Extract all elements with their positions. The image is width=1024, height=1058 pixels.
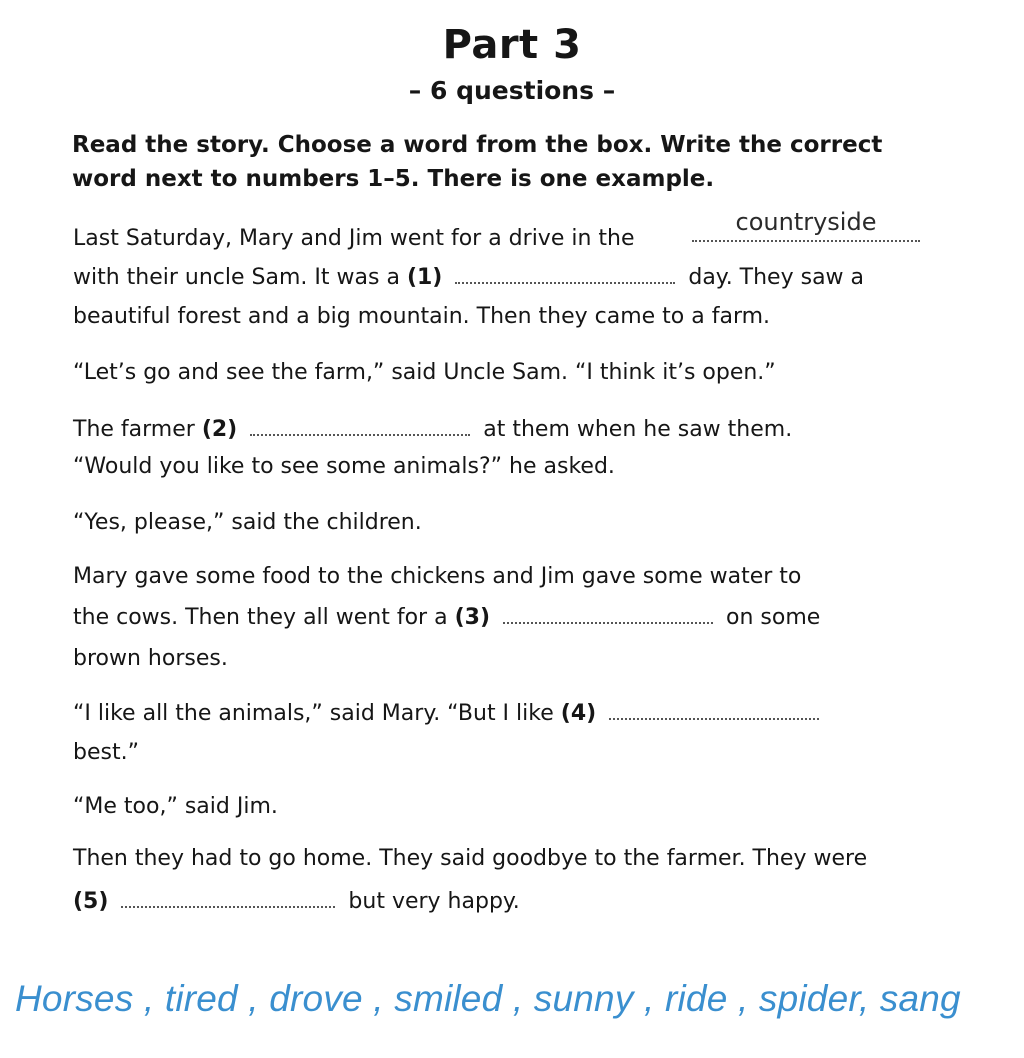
question-number-4: (4)	[560, 701, 597, 726]
story-text: with their uncle Sam. It was a	[73, 265, 400, 290]
story-line-8: Mary gave some food to the chickens and Jim gave some water to	[73, 564, 802, 589]
story-line-14: Then they had to go home. They said goodbye to the farmer. They were	[73, 846, 868, 871]
story-text: “I like all the animals,” said Mary. “But I like	[73, 701, 554, 726]
example-answer: countryside	[735, 208, 877, 236]
answer-blank-4[interactable]	[609, 700, 819, 720]
story-text: Last Saturday, Mary and Jim went for a drive in the	[73, 226, 635, 251]
story-text: day. They saw a	[688, 265, 865, 290]
story-text: at them when he saw them.	[483, 417, 793, 442]
answer-blank-2[interactable]	[250, 416, 470, 436]
example-answer-line	[692, 240, 920, 242]
story-line-7: “Yes, please,” said the children.	[73, 510, 422, 535]
word-box: Horses , tired , drove , smiled , sunny , ride , spider, sang	[15, 978, 961, 1019]
story-line-10: brown horses.	[73, 646, 228, 671]
story-line-3: beautiful forest and a big mountain. Then they came to a farm.	[73, 304, 771, 329]
question-number-2: (2)	[201, 417, 238, 442]
story-text: but very happy.	[348, 889, 520, 914]
page-title: Part 3	[442, 22, 582, 68]
answer-blank-5[interactable]	[121, 888, 335, 908]
story-text: The farmer	[73, 417, 195, 442]
story-line-6: “Would you like to see some animals?” he asked.	[73, 454, 615, 479]
story-text: the cows. Then they all went for a	[73, 605, 448, 630]
answer-blank-1[interactable]	[455, 264, 675, 284]
story-line-15	[73, 888, 520, 914]
answer-blank-3[interactable]	[503, 604, 713, 624]
question-number-3: (3)	[454, 605, 491, 630]
story-line-9	[73, 604, 820, 630]
instruction-line-1: Read the story. Choose a word from the box. Write the correct	[72, 132, 883, 158]
story-text: on some	[726, 605, 821, 630]
story-line-5	[73, 416, 792, 442]
page-subtitle: – 6 questions –	[408, 76, 616, 105]
instruction-line-2: word next to numbers 1–5. There is one example.	[72, 166, 715, 192]
story-line-11	[73, 700, 825, 726]
story-line-4: “Let’s go and see the farm,” said Uncle Sam. “I think it’s open.”	[73, 360, 776, 385]
story-line-13: “Me too,” said Jim.	[73, 794, 278, 819]
story-line-12: best.”	[73, 740, 139, 765]
story-line-1	[73, 226, 635, 251]
story-line-2	[73, 264, 864, 290]
question-number-1: (1)	[406, 265, 443, 290]
question-number-5: (5)	[73, 889, 109, 914]
